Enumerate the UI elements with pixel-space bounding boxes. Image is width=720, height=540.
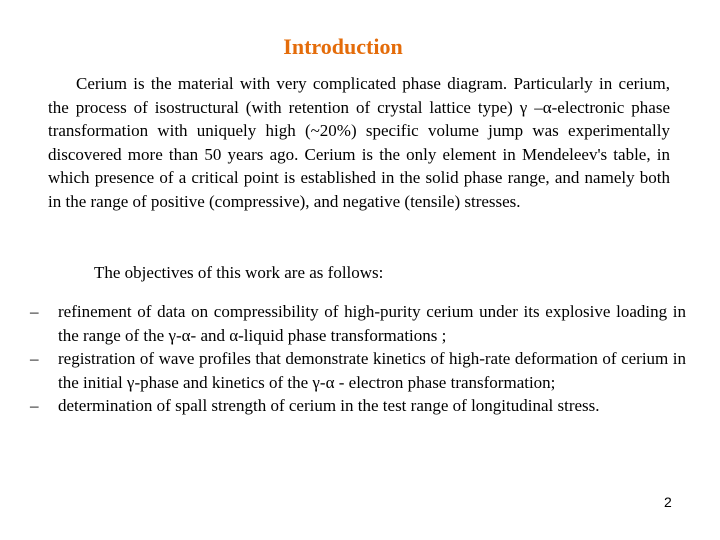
- list-item: [16, 394, 686, 418]
- list-item-text: refinement of data on compressibility of high-purity cerium under its explosive loading in the range of the γ-α- and α-liquid phase transformations ;: [58, 302, 686, 345]
- slide-title: Introduction: [283, 34, 403, 59]
- bullet-dash: –: [30, 396, 39, 415]
- objectives-heading: The objectives of this work are as follows:: [94, 263, 384, 282]
- bullet-dash: –: [30, 349, 39, 368]
- intro-paragraph: Cerium is the material with very complicated phase diagram. Particularly in cerium, the process of isostructural (with retention of crystal lattice type) γ –α-electronic phase transformation with uniquely high (~20%) specific volume jump was experimentally discovered more than 50 years ago. Cerium is the only element in Mendeleev's table, in which presence of a critical point is established in the solid phase range, and namely both in the range of positive (compressive), and negative (tensile) stresses.: [48, 74, 670, 211]
- list-item: [16, 300, 686, 347]
- list-item: [16, 347, 686, 394]
- objectives-list: [16, 300, 686, 418]
- list-item-text: registration of wave profiles that demonstrate kinetics of high-rate deformation of cerium in the initial γ-phase and kinetics of the γ-α - electron phase transformation;: [58, 349, 686, 392]
- list-item-text: determination of spall strength of cerium in the test range of longitudinal stress.: [58, 396, 600, 415]
- page-number: 2: [664, 494, 672, 510]
- bullet-dash: –: [30, 302, 39, 321]
